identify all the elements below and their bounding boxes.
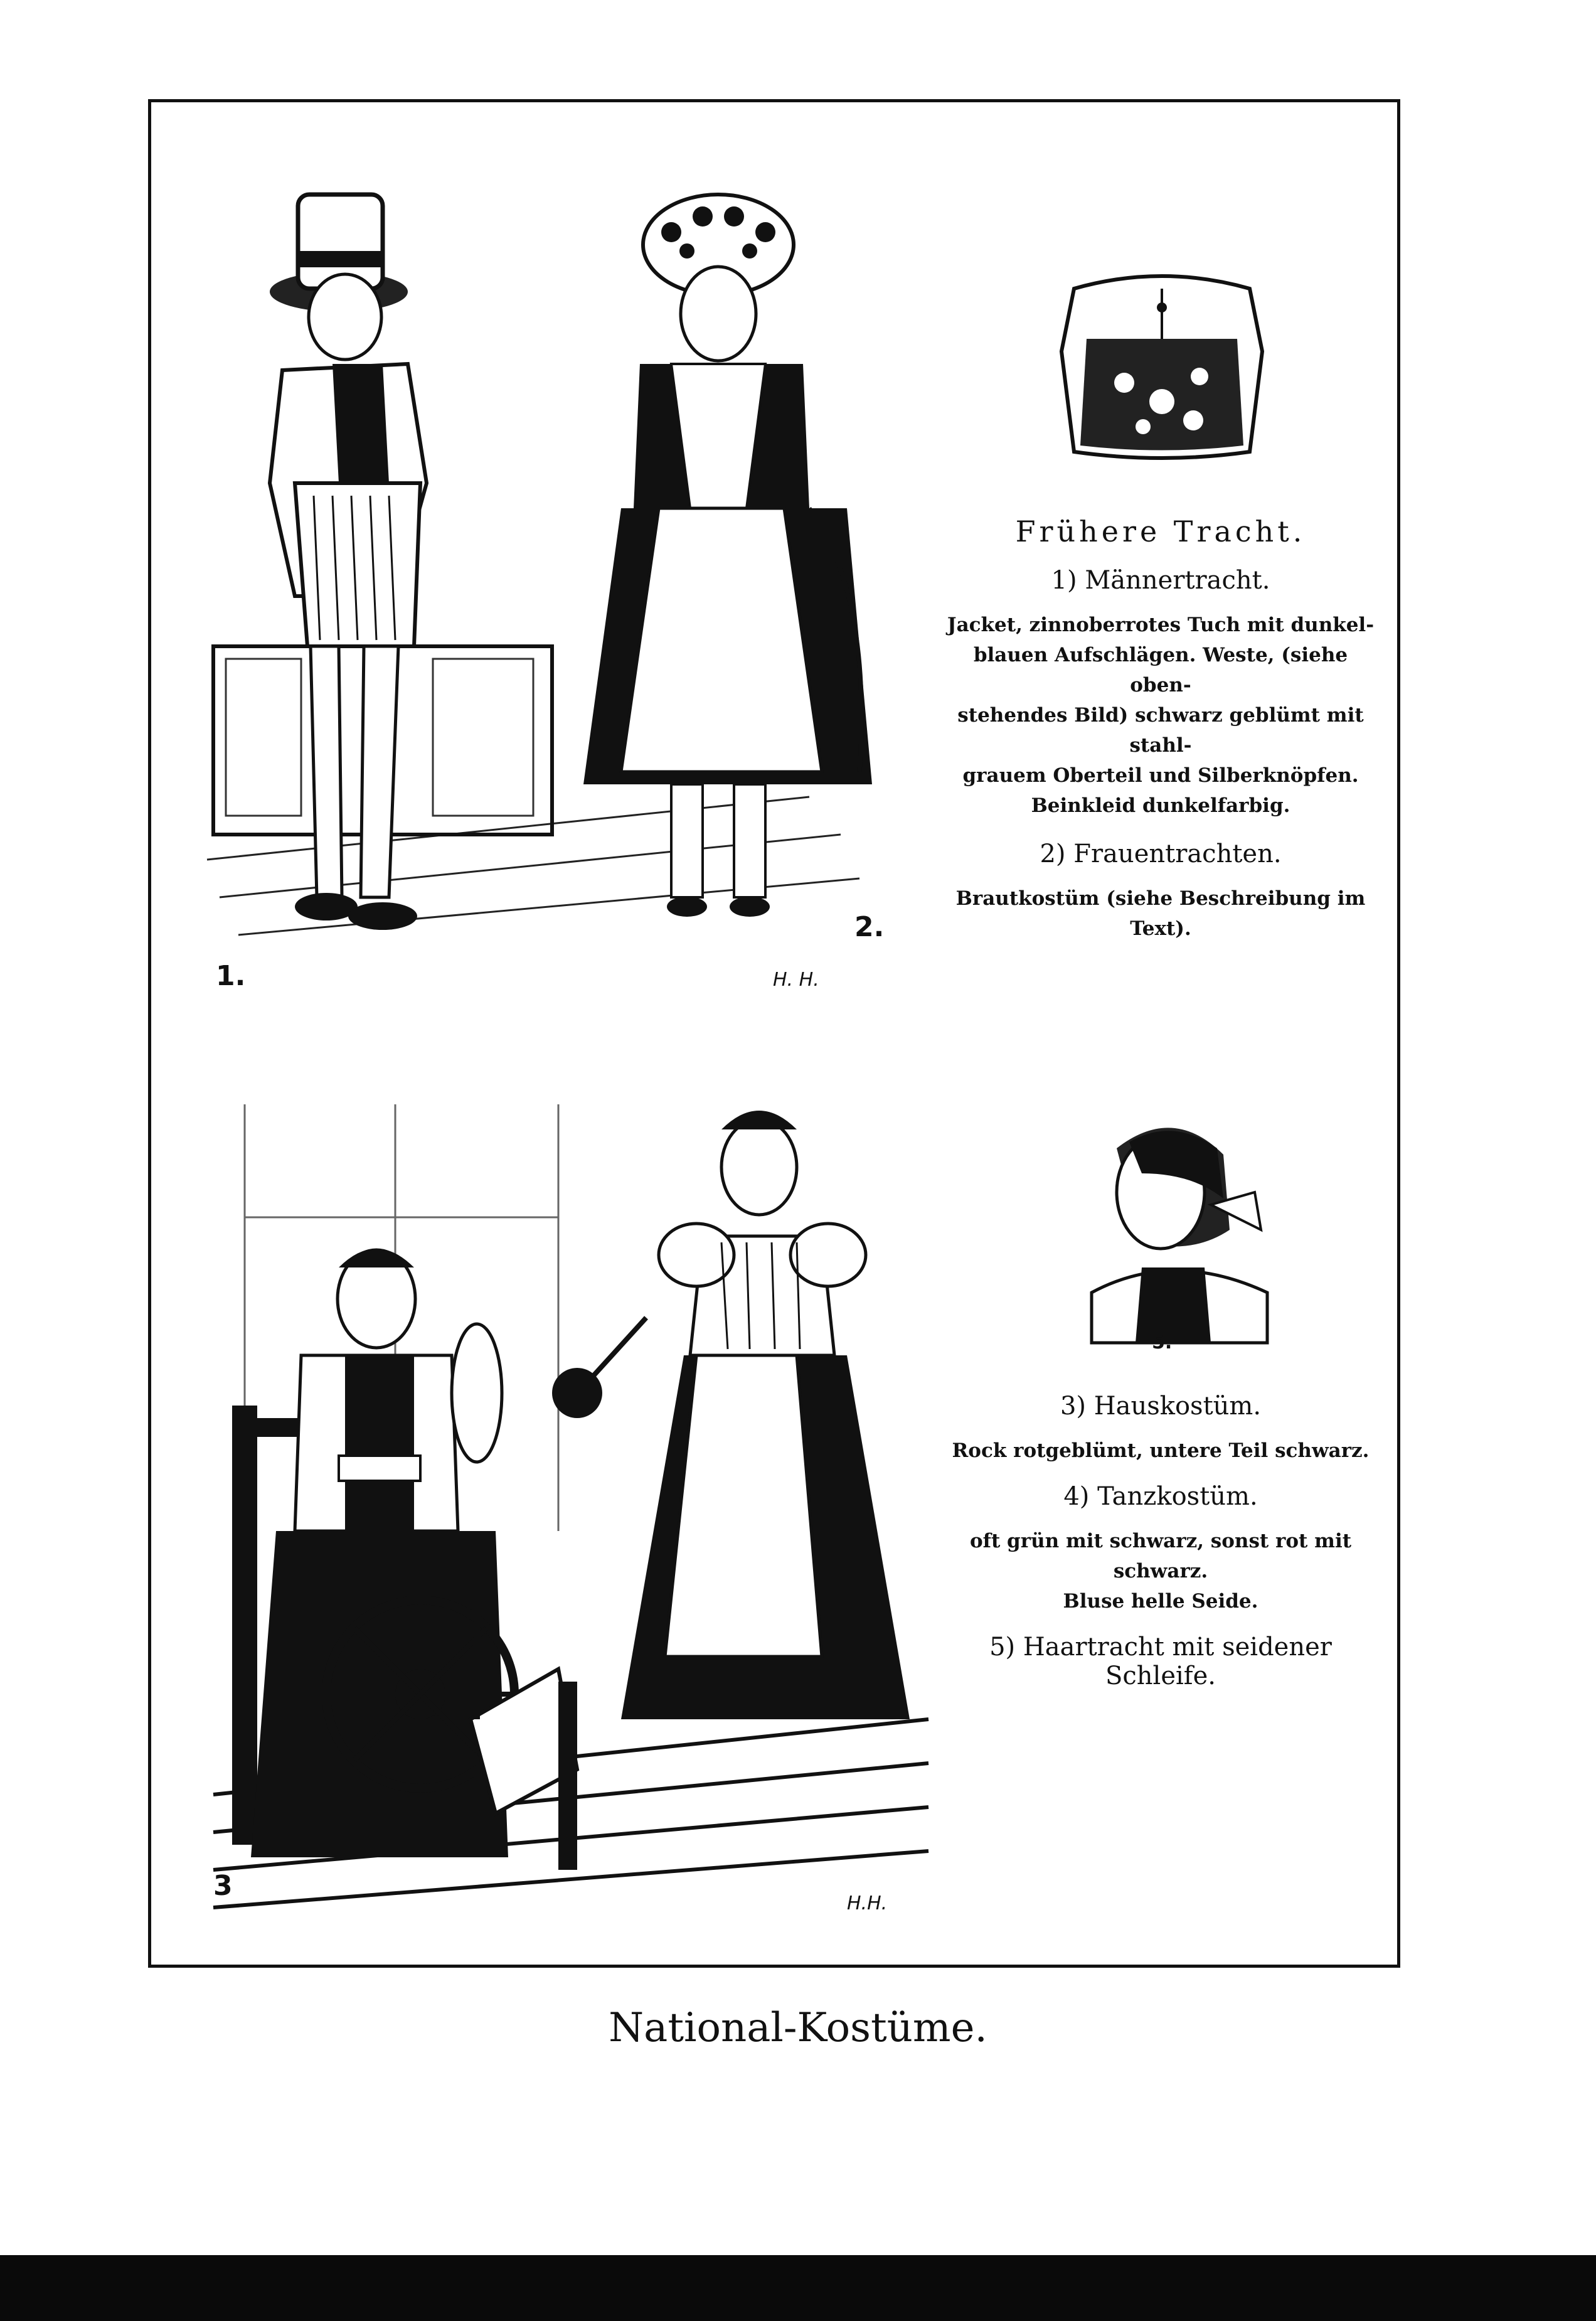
section-1-description	[941, 610, 1380, 821]
illustration-spinning-scene-drawing	[207, 1092, 947, 1933]
illustration-hair-portrait	[1067, 1104, 1280, 1355]
section-1-line: blauen Aufschlägen. Weste, (siehe oben-	[973, 644, 1348, 696]
section-4-line: Bluse helle Seide.	[1063, 1590, 1258, 1613]
illustration-men-and-bride-drawing	[182, 157, 935, 1010]
scan-edge-bar	[0, 2255, 1596, 2321]
illustration-vest-detail	[1049, 264, 1275, 471]
plate-caption: National-Kostüme.	[609, 2005, 987, 2051]
figure-label-1: 1.	[216, 960, 246, 992]
section-1-line: Beinkleid dunkelfarbig.	[1031, 794, 1290, 817]
legend-lower	[941, 1392, 1380, 1705]
section-1-title: 1) Männertracht.	[1051, 566, 1270, 595]
signature-top: H. H.	[773, 969, 819, 991]
vest-detail-drawing	[1049, 264, 1275, 471]
section-1-line: grauem Oberteil und Silberknöpfen.	[962, 764, 1359, 787]
section-3-description: Rock rotgeblümt, untere Teil schwarz.	[952, 1439, 1370, 1462]
figure-label-5: 5.	[1152, 1331, 1173, 1353]
section-1-line: Jacket, zinnoberrotes Tuch mit dunkel-	[947, 614, 1375, 636]
section-3-title: 3) Hauskostüm.	[1060, 1392, 1262, 1421]
section-2-description: Brautkostüm (siehe Beschreibung im Text).	[955, 887, 1366, 940]
section-2-title: 2) Frauentrachten.	[1040, 840, 1282, 868]
figure-label-3: 3	[213, 1870, 233, 1902]
legend-upper	[941, 515, 1380, 960]
signature-bottom: H.H.	[847, 1892, 888, 1914]
section-5-title: 5) Haartracht mit seidener Schleife.	[989, 1633, 1332, 1690]
illustration-spinning-scene	[207, 1092, 947, 1933]
figure-label-2: 2.	[854, 911, 885, 943]
hair-portrait-drawing	[1067, 1104, 1280, 1355]
illustration-men-and-bride	[182, 157, 935, 1010]
section-4-line: oft grün mit schwarz, sonst rot mit schwarz.	[969, 1530, 1352, 1582]
section-4-title: 4) Tanzkostüm.	[1063, 1482, 1258, 1511]
legend-heading: Frühere Tracht.	[1015, 515, 1306, 548]
section-4-description	[941, 1526, 1380, 1616]
section-1-line: stehendes Bild) schwarz geblümt mit stahl-	[957, 704, 1364, 757]
